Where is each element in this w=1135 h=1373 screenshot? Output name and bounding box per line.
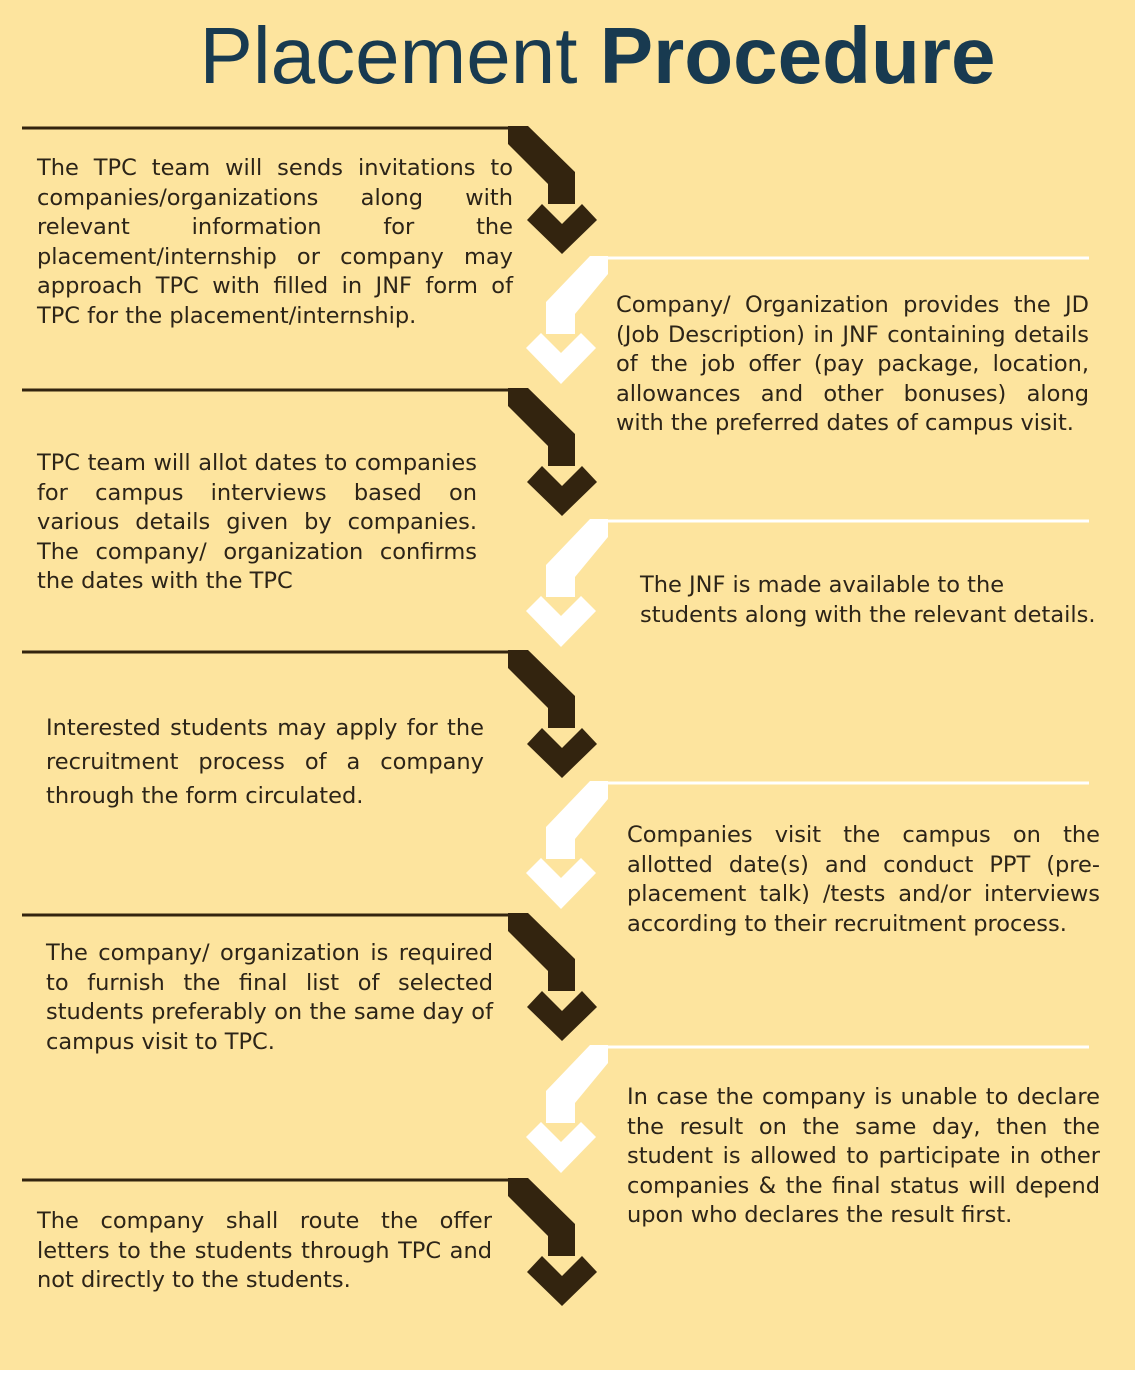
step-9-text: The company shall route the offer letters to the students through TPC and not directly to the students. bbox=[37, 1208, 492, 1293]
arrow-head-dark bbox=[527, 466, 597, 516]
arrow-shaft-dark bbox=[508, 388, 575, 466]
arrow-head-light bbox=[526, 858, 596, 909]
arrow-shaft-light bbox=[546, 256, 608, 334]
step-3-text: TPC team will allot dates to companies for campus interviews based on various details given by companies. The company/ organization confirms the dates with the TPC bbox=[37, 450, 477, 594]
arrow-head-light bbox=[526, 596, 596, 647]
arrow-head-dark bbox=[527, 1256, 597, 1306]
arrow-head-dark bbox=[527, 991, 597, 1041]
step-7-text: The company/ organization is required to furnish the final list of selected students preferably on the same day of campus visit to TPC. bbox=[46, 940, 493, 1055]
step-4-text: The JNF is made available to the students along with the relevant details. bbox=[640, 572, 1096, 628]
title-regular: Placement bbox=[199, 11, 578, 100]
arrow-shaft-dark bbox=[508, 126, 575, 204]
title-bold: Procedure bbox=[599, 11, 996, 100]
arrow-head-dark bbox=[527, 204, 597, 254]
arrow-shaft-dark bbox=[508, 913, 575, 991]
step-8-text: In case the company is unable to declare the result on the same day, then the student is allowed to participate in other companies & the final status will depend upon who declares the result first. bbox=[627, 1084, 1100, 1228]
arrow-shaft-dark bbox=[508, 650, 575, 728]
arrow-head-light bbox=[526, 333, 596, 384]
arrow-shaft-light bbox=[546, 519, 608, 597]
arrow-shaft-dark bbox=[508, 1178, 575, 1256]
step-5-text: Interested students may apply for the recruitment process of a company through the form circulated. bbox=[46, 715, 484, 809]
arrow-head-dark bbox=[527, 728, 597, 778]
arrow-shaft-light bbox=[546, 1045, 608, 1123]
step-1-text: The TPC team will sends invitations to companies/organizations along with relevant information for the placement/internship or company may approach TPC with filled in JNF form of TPC for the placement/internship. bbox=[37, 155, 513, 329]
step-6-text: Companies visit the campus on the allotted date(s) and conduct PPT (pre-placement talk) /tests and/or interviews according to their recruitment process. bbox=[627, 822, 1100, 937]
arrow-head-light bbox=[526, 1122, 596, 1173]
step-2-text: Company/ Organization provides the JD (Job Description) in JNF containing details of the job offer (pay package, location, allowances and other bonuses) along with the preferred dates of campus visit. bbox=[616, 292, 1089, 436]
arrow-shaft-light bbox=[546, 781, 608, 859]
